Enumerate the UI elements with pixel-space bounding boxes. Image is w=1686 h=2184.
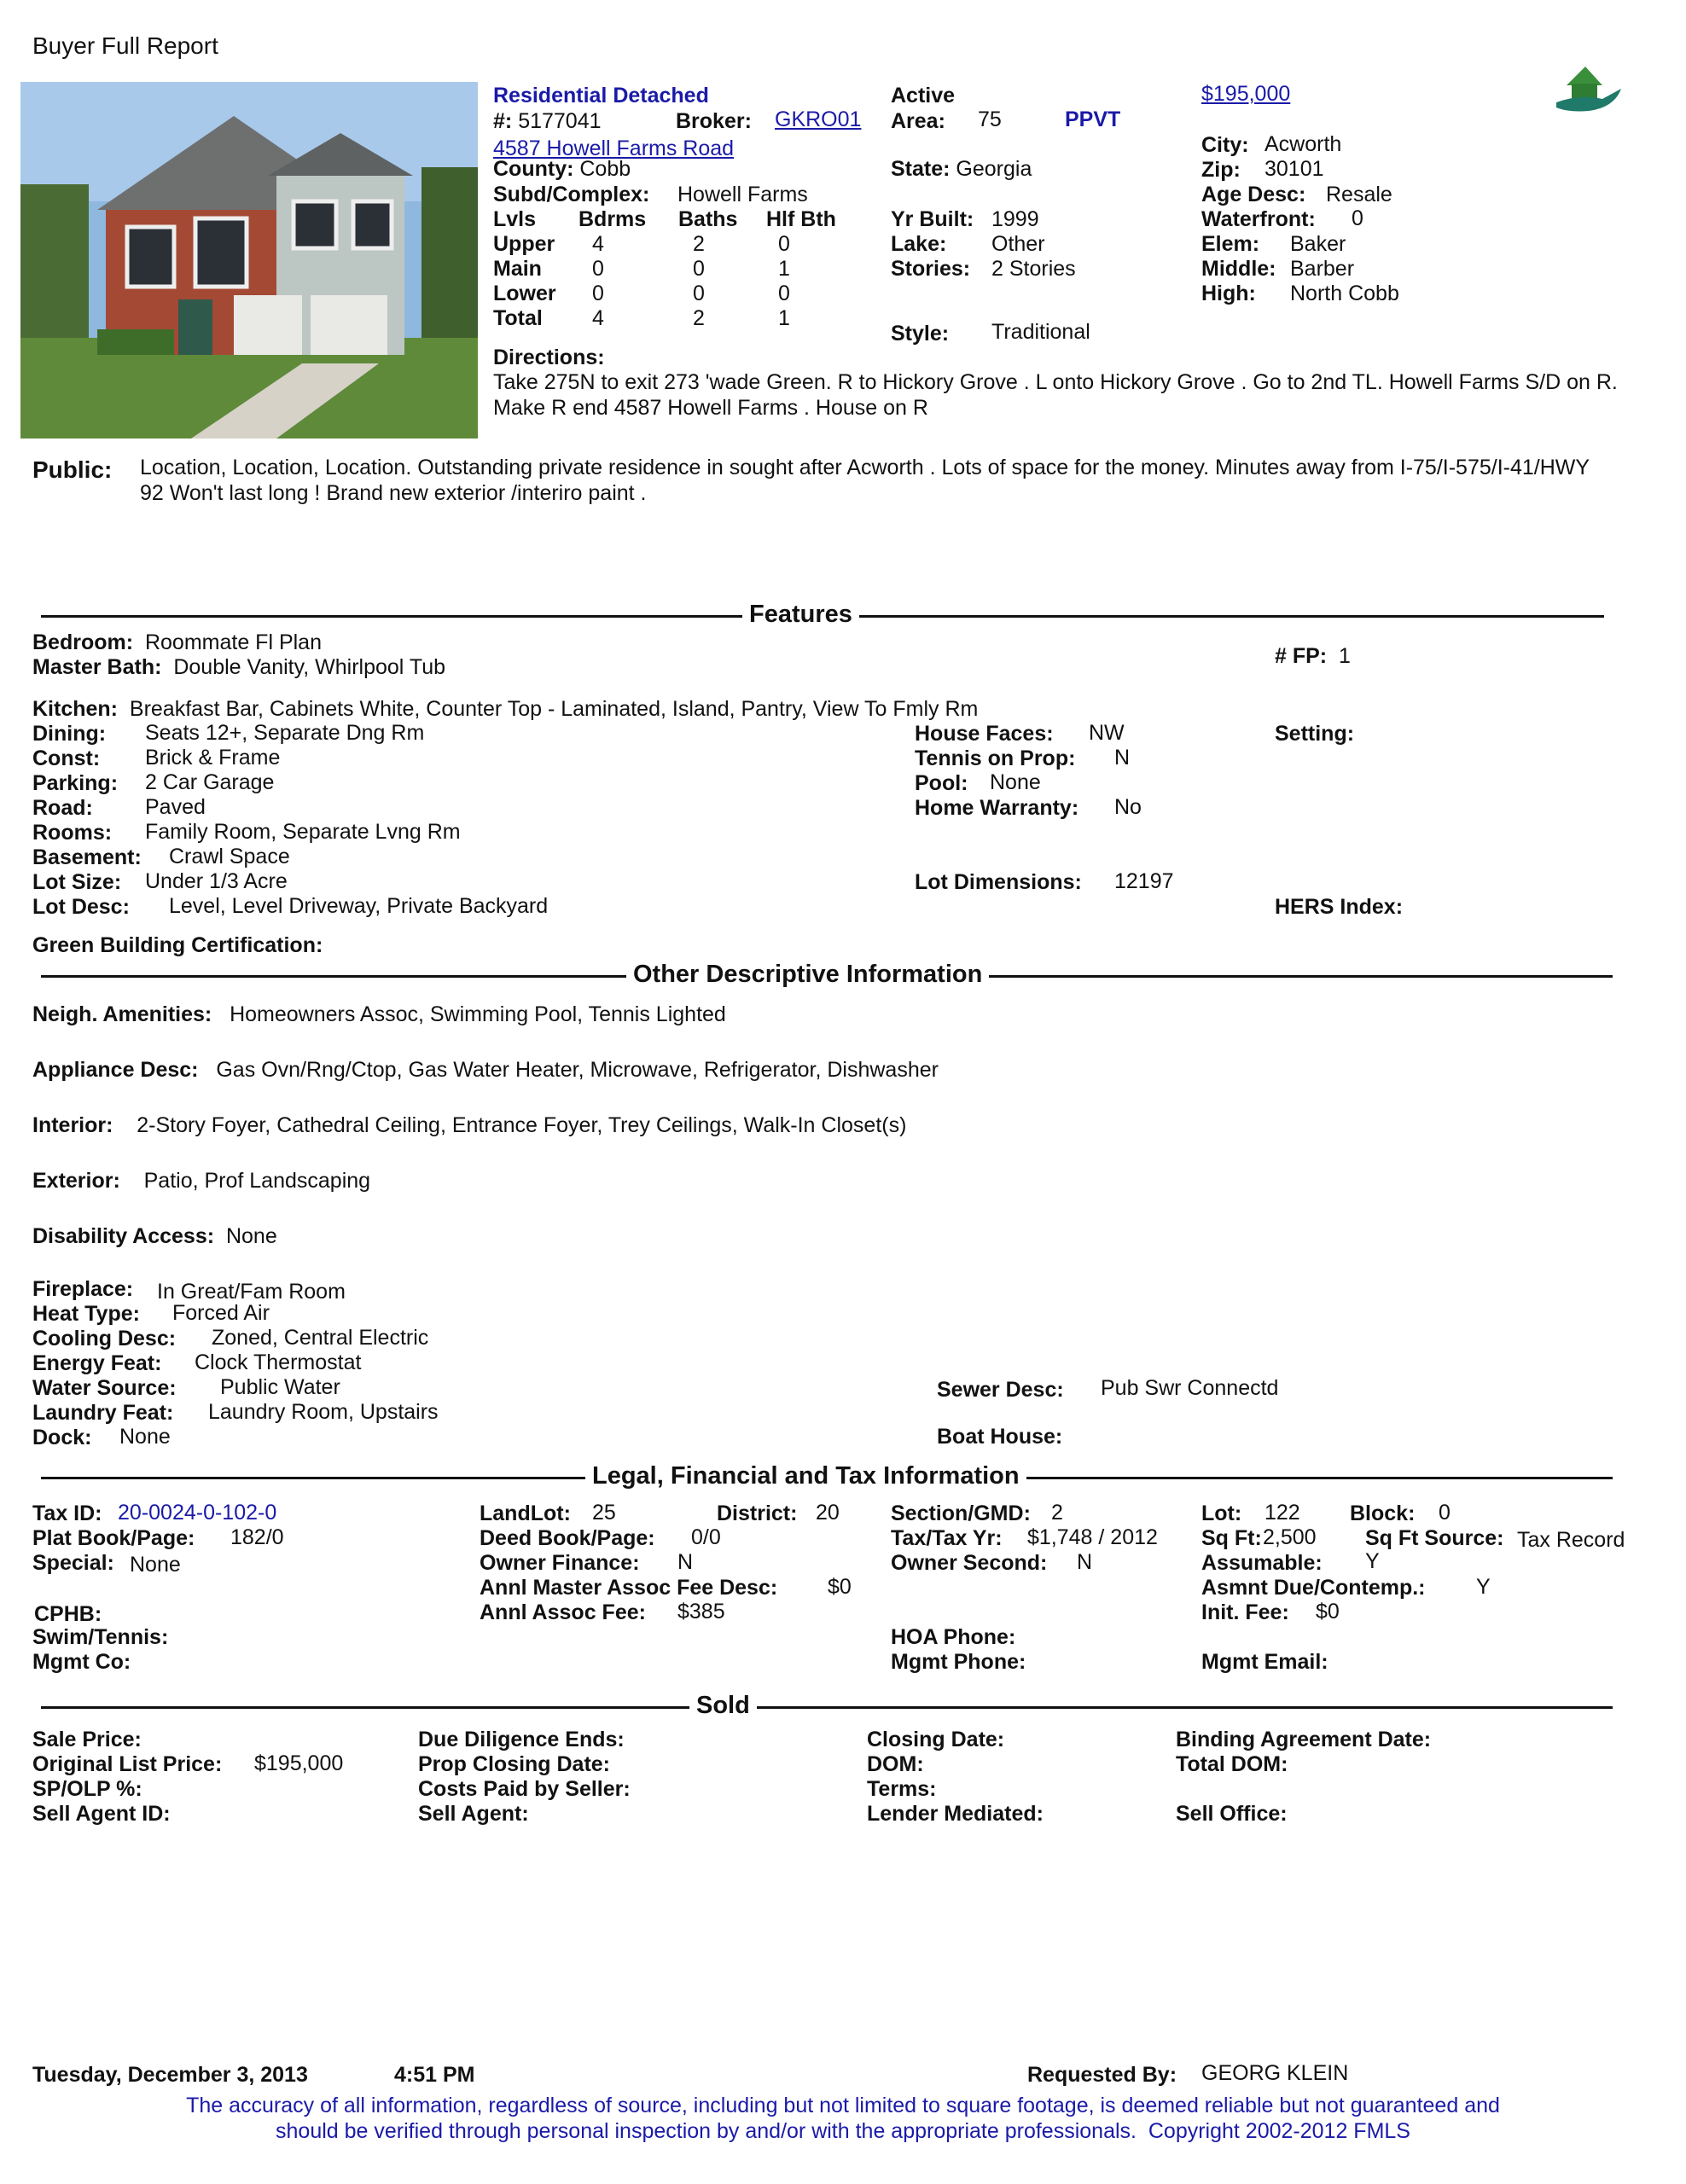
footer-date: Tuesday, December 3, 2013 (32, 2063, 308, 2087)
table-cell: 4 (592, 306, 604, 330)
high-label: High: (1201, 282, 1256, 305)
deedbook-value: 0/0 (691, 1525, 721, 1549)
block-value: 0 (1439, 1501, 1451, 1525)
stories-value: 2 Stories (991, 257, 1076, 281)
deedbook-label: Deed Book/Page: (480, 1526, 655, 1550)
mls-number: #: 5177041 (493, 109, 602, 133)
taxid-label: Tax ID: (32, 1502, 102, 1525)
baths-header: Baths (678, 207, 738, 231)
city-value: Acworth (1264, 132, 1342, 156)
tennis-value: N (1114, 746, 1131, 770)
lotdesc-label: Lot Desc: (32, 895, 130, 919)
state: State: Georgia (891, 157, 1032, 181)
section-value: 2 (1051, 1501, 1063, 1525)
lotdesc-value: Level, Level Driveway, Private Backyard (169, 894, 549, 918)
waterfront-value: 0 (1352, 206, 1363, 230)
heat-value: Forced Air (172, 1301, 270, 1325)
report-title: Buyer Full Report (32, 32, 218, 59)
cphb-label: CPHB: (34, 1602, 102, 1626)
directions-label: Directions: (493, 346, 605, 369)
terms-label: Terms: (867, 1777, 937, 1801)
public-label: Public: (32, 456, 113, 483)
lotdim-label: Lot Dimensions: (915, 870, 1082, 894)
master-bath: Master Bath: Double Vanity, Whirlpool Tub (32, 655, 446, 679)
taxid-link[interactable]: 20-0024-0-102-0 (118, 1501, 277, 1525)
hoaphone-label: HOA Phone: (891, 1625, 1016, 1649)
duediligence-label: Due Diligence Ends: (418, 1728, 625, 1751)
mgmtemail-label: Mgmt Email: (1201, 1650, 1328, 1674)
sold-heading: Sold (689, 1692, 757, 1720)
table-cell: 2 (693, 232, 705, 256)
housefaces-value: NW (1089, 721, 1125, 745)
elem-label: Elem: (1201, 232, 1260, 256)
yrbuilt-label: Yr Built: (891, 207, 974, 231)
boathouse-label: Boat House: (937, 1425, 1063, 1449)
const-value: Brick & Frame (145, 746, 281, 770)
origlist-label: Original List Price: (32, 1752, 223, 1776)
warranty-label: Home Warranty: (915, 796, 1079, 820)
sellagent-label: Sell Agent: (418, 1802, 529, 1826)
table-cell: 1 (778, 306, 790, 330)
setting-label: Setting: (1275, 722, 1355, 746)
bedroom: Bedroom: Roommate Fl Plan (32, 630, 322, 654)
broker-label: Broker: (676, 109, 752, 133)
rooms-label: Rooms: (32, 821, 113, 845)
sold-divider (41, 1706, 1613, 1709)
lake-label: Lake: (891, 232, 947, 256)
heat-label: Heat Type: (32, 1302, 140, 1326)
table-row: Total (493, 306, 543, 330)
sqft-label: Sq Ft: (1201, 1526, 1262, 1550)
origlist-value: $195,000 (254, 1751, 344, 1775)
legal-heading: Legal, Financial and Tax Information (585, 1462, 1026, 1490)
dining-value: Seats 12+, Separate Dng Rm (145, 721, 425, 745)
table-row: Upper (493, 232, 555, 256)
road-label: Road: (32, 796, 93, 820)
energy-label: Energy Feat: (32, 1351, 162, 1375)
disclaimer-line-2: should be verified through personal inspection by and/or with the appropriate professionals. Copyright 2002-2012 FMLS (276, 2119, 1410, 2143)
taxyr-label: Tax/Tax Yr: (891, 1526, 1003, 1550)
district-value: 20 (816, 1501, 840, 1525)
status: Active (891, 84, 956, 107)
mgmtco-label: Mgmt Co: (32, 1650, 131, 1674)
sellagentid-label: Sell Agent ID: (32, 1802, 171, 1826)
laundry-label: Laundry Feat: (32, 1401, 174, 1425)
table-cell: 1 (778, 257, 790, 281)
ownerfin-value: N (677, 1550, 694, 1574)
agedesc-value: Resale (1326, 183, 1392, 206)
landlot-value: 25 (592, 1501, 616, 1525)
ownersecond-value: N (1077, 1550, 1093, 1574)
lotsize-value: Under 1/3 Acre (145, 869, 288, 893)
dock-label: Dock: (32, 1426, 92, 1449)
mgmtphone-label: Mgmt Phone: (891, 1650, 1026, 1674)
cooling-value: Zoned, Central Electric (212, 1326, 429, 1350)
county: County: Cobb (493, 157, 631, 181)
hers-label: HERS Index: (1275, 895, 1404, 919)
table-cell: 4 (592, 232, 604, 256)
initfee-value: $0 (1316, 1600, 1340, 1623)
binding-label: Binding Agreement Date: (1176, 1728, 1432, 1751)
propclosing-label: Prop Closing Date: (418, 1752, 611, 1776)
table-cell: 2 (693, 306, 705, 330)
disability-access: Disability Access: None (32, 1224, 277, 1248)
table-cell: 0 (778, 232, 790, 256)
green-cert-label: Green Building Certification: (32, 933, 323, 957)
water-value: Public Water (220, 1375, 340, 1399)
property-photo (20, 82, 478, 439)
bdrms-header: Bdrms (578, 207, 647, 231)
dock-value: None (119, 1425, 171, 1449)
taxyr-value: $1,748 / 2012 (1027, 1525, 1158, 1549)
fireplace-value: In Great/Fam Room (157, 1280, 346, 1304)
lotdim-value: 12197 (1114, 869, 1174, 893)
asmnt-label: Asmnt Due/Contemp.: (1201, 1576, 1426, 1600)
district-label: District: (717, 1502, 798, 1525)
interior: Interior: 2-Story Foyer, Cathedral Ceiling, Entrance Foyer, Trey Ceilings, Walk-In Closet(s) (32, 1113, 907, 1137)
city-label: City: (1201, 133, 1249, 157)
exterior: Exterior: Patio, Prof Landscaping (32, 1169, 371, 1193)
directions-text: Take 275N to exit 273 'wade Green. R to Hickory Grove . L onto Hickory Grove . Go to 2nd TL. Howell Farms S/D on R. Make R end 4587 Howell Farms . House on R (493, 370, 1618, 420)
assocfee-value: $385 (677, 1600, 725, 1623)
kitchen: Kitchen: Breakfast Bar, Cabinets White, Counter Top - Laminated, Island, Pantry, View To Fmly Rm (32, 697, 979, 721)
masterfee-label: Annl Master Assoc Fee Desc: (480, 1576, 778, 1600)
lot-label: Lot: (1201, 1502, 1242, 1525)
public-remarks: Location, Location, Location. Outstanding private residence in sought after Acworth . Lots of space for the money. Minutes away from I-75/I-575/I-41/HWY 92 Won't last long ! Brand new exterior /interiro paint . (140, 456, 1590, 505)
middle-label: Middle: (1201, 257, 1276, 281)
lvls-header: Lvls (493, 207, 537, 231)
landlot-label: LandLot: (480, 1502, 571, 1525)
property-type: Residential Detached (493, 84, 709, 107)
housefaces-label: House Faces: (915, 722, 1054, 746)
ppvt-link[interactable]: PPVT (1065, 107, 1121, 131)
high-value: North Cobb (1290, 282, 1399, 305)
asmnt-value: Y (1476, 1575, 1491, 1599)
lotsize-label: Lot Size: (32, 870, 122, 894)
ownerfin-label: Owner Finance: (480, 1551, 640, 1575)
assocfee-label: Annl Assoc Fee: (480, 1600, 646, 1624)
tennis-label: Tennis on Prop: (915, 746, 1076, 770)
zip-label: Zip: (1201, 158, 1241, 182)
footer-time: 4:51 PM (394, 2063, 475, 2087)
basement-label: Basement: (32, 845, 142, 869)
closing-label: Closing Date: (867, 1728, 1005, 1751)
stories-label: Stories: (891, 257, 971, 281)
totaldom-label: Total DOM: (1176, 1752, 1288, 1776)
assumable-label: Assumable: (1201, 1551, 1323, 1575)
requested-by: GEORG KLEIN (1201, 2061, 1349, 2085)
costs-label: Costs Paid by Seller: (418, 1777, 631, 1801)
neigh-amenities: Neigh. Amenities: Homeowners Assoc, Swimming Pool, Tennis Lighted (32, 1002, 726, 1026)
warranty-value: No (1114, 795, 1142, 819)
lot-value: 122 (1264, 1501, 1300, 1525)
water-label: Water Source: (32, 1376, 177, 1400)
platbook-label: Plat Book/Page: (32, 1526, 195, 1550)
special-label: Special: (32, 1551, 114, 1575)
sewer-value: Pub Swr Connectd (1101, 1376, 1279, 1400)
rooms-value: Family Room, Separate Lvng Rm (145, 820, 461, 844)
elem-value: Baker (1290, 232, 1346, 256)
lake-value: Other (991, 232, 1045, 256)
requested-label: Requested By: (1027, 2063, 1177, 2087)
road-value: Paved (145, 795, 206, 819)
sqft-value: 2,500 (1263, 1525, 1317, 1549)
sqftsource-label: Sq Ft Source: (1365, 1526, 1504, 1550)
masterfee-value: $0 (828, 1575, 852, 1599)
appliance-desc: Appliance Desc: Gas Ovn/Rng/Ctop, Gas Water Heater, Microwave, Refrigerator, Dishwasher (32, 1058, 939, 1082)
table-row: Lower (493, 282, 556, 305)
const-label: Const: (32, 746, 101, 770)
selloffice-label: Sell Office: (1176, 1802, 1288, 1826)
table-cell: 0 (693, 282, 705, 305)
middle-value: Barber (1290, 257, 1355, 281)
hlfbth-header: Hlf Bth (766, 207, 836, 231)
block-label: Block: (1350, 1502, 1416, 1525)
platbook-value: 182/0 (230, 1525, 284, 1549)
parking-label: Parking: (32, 771, 119, 795)
assumable-value: Y (1365, 1549, 1380, 1573)
dining-label: Dining: (32, 722, 107, 746)
price-link[interactable]: $195,000 (1201, 82, 1291, 106)
features-heading: Features (742, 601, 859, 629)
basement-value: Crawl Space (169, 845, 290, 868)
lender-label: Lender Mediated: (867, 1802, 1044, 1826)
subd-label: Subd/Complex: (493, 183, 650, 206)
pool-value: None (990, 770, 1041, 794)
energy-value: Clock Thermostat (195, 1350, 362, 1374)
special-value: None (130, 1553, 181, 1577)
fireplace-count: # FP: 1 (1275, 644, 1351, 668)
initfee-label: Init. Fee: (1201, 1600, 1289, 1624)
fireplace-label: Fireplace: (32, 1277, 134, 1301)
zip-value: 30101 (1264, 157, 1324, 181)
agedesc-label: Age Desc: (1201, 183, 1306, 206)
fmls-logo-icon (1555, 60, 1623, 122)
spolp-label: SP/OLP %: (32, 1777, 142, 1801)
waterfront-label: Waterfront: (1201, 207, 1316, 231)
yrbuilt-value: 1999 (991, 207, 1039, 231)
section-label: Section/GMD: (891, 1502, 1031, 1525)
style-value: Traditional (991, 320, 1090, 344)
table-cell: 0 (592, 282, 604, 305)
sewer-label: Sewer Desc: (937, 1378, 1064, 1402)
swim-label: Swim/Tennis: (32, 1625, 169, 1649)
pool-label: Pool: (915, 771, 968, 795)
table-cell: 0 (693, 257, 705, 281)
style-label: Style: (891, 322, 950, 346)
subd-value: Howell Farms (677, 183, 808, 206)
broker-link[interactable]: GKRO01 (775, 107, 862, 131)
table-row: Main (493, 257, 542, 281)
table-cell: 0 (592, 257, 604, 281)
other-heading: Other Descriptive Information (626, 961, 989, 989)
table-cell: 0 (778, 282, 790, 305)
disclaimer-line-1: The accuracy of all information, regardless of source, including but not limited to square footage, is deemed reliable but not guaranteed and (186, 2094, 1500, 2117)
address-link[interactable]: 4587 Howell Farms Road (493, 136, 735, 160)
laundry-value: Laundry Room, Upstairs (208, 1400, 439, 1424)
area-label: Area: (891, 109, 945, 133)
parking-value: 2 Car Garage (145, 770, 275, 794)
saleprice-label: Sale Price: (32, 1728, 142, 1751)
sqftsource-value: Tax Record (1517, 1528, 1625, 1552)
area-value: 75 (978, 107, 1002, 131)
ownersecond-label: Owner Second: (891, 1551, 1048, 1575)
dom-label: DOM: (867, 1752, 924, 1776)
cooling-label: Cooling Desc: (32, 1327, 177, 1350)
